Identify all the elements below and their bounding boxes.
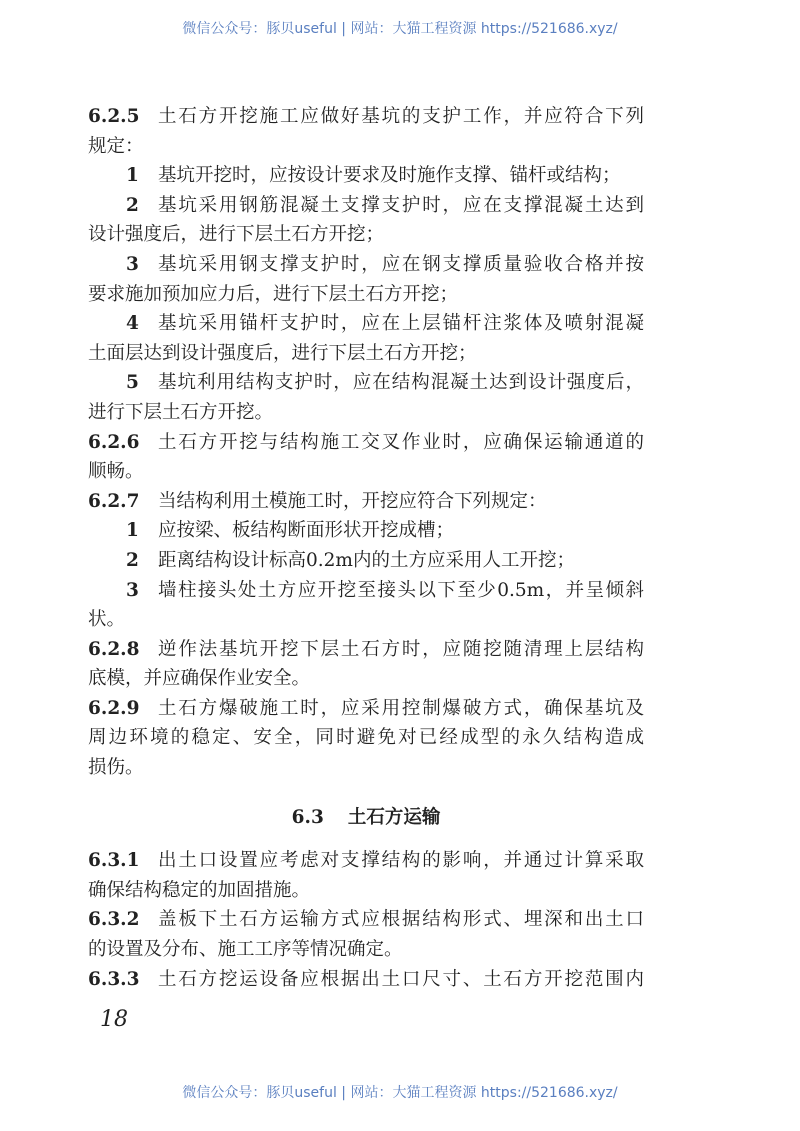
clause xyxy=(88,694,644,783)
clause xyxy=(88,635,644,694)
text-line: 要求施加预加应力后，进行下层土石方开挖； xyxy=(88,283,459,305)
text-line: 损伤。 xyxy=(88,757,144,779)
text-line xyxy=(88,694,644,724)
clause-number: 6.2.8 xyxy=(88,638,140,660)
page-number: 18 xyxy=(100,1007,128,1032)
line-text: 基坑采用钢支撑支护时，应在钢支撑质量验收合格并按 xyxy=(158,253,644,275)
line-text: 基坑开挖时，应按设计要求及时施作支撑、锚杆或结构； xyxy=(158,165,621,187)
line-text: 土石方开挖施工应做好基坑的支护工作，并应符合下列 xyxy=(158,106,644,127)
document-body xyxy=(88,102,644,994)
list-item xyxy=(88,546,644,576)
text-line xyxy=(88,428,644,458)
list-item xyxy=(88,516,644,546)
text-line xyxy=(88,846,644,876)
clause xyxy=(88,428,644,487)
text-line xyxy=(88,309,644,339)
clause-number: 6.2.5 xyxy=(88,106,140,127)
text-line xyxy=(88,516,644,546)
line-text: 土石方挖运设备应根据出土口尺寸、土石方开挖范围内 xyxy=(158,968,644,990)
line-text: 基坑采用钢筋混凝土支撑支护时，应在支撑混凝土达到 xyxy=(158,194,644,216)
text-line: 底模，并应确保作业安全。 xyxy=(88,668,311,690)
text-line: 确保结构稳定的加固措施。 xyxy=(88,879,311,901)
text-line: 规定： xyxy=(88,135,144,157)
text-line xyxy=(88,191,644,221)
text-line xyxy=(88,905,644,935)
clause-number: 6.2.9 xyxy=(88,697,140,719)
text-line xyxy=(88,161,644,191)
text-line xyxy=(88,102,644,132)
clause xyxy=(88,846,644,905)
watermark-header: 微信公众号：豚贝useful | 网站：大猫工程资源 https://521686.xyz/ xyxy=(182,21,618,37)
section-title: 土石方运输 xyxy=(347,806,441,828)
text-line xyxy=(88,250,644,280)
text-line: 土面层达到设计强度后，进行下层土石方开挖； xyxy=(88,342,477,364)
section-number: 6.3 xyxy=(291,806,324,828)
text-line: 状。 xyxy=(88,609,126,631)
watermark-footer: 微信公众号：豚贝useful | 网站：大猫工程资源 https://521686.xyz/ xyxy=(182,1085,618,1101)
text-line xyxy=(88,546,644,576)
clause xyxy=(88,487,644,517)
item-number: 3 xyxy=(126,253,139,275)
list-item xyxy=(88,309,644,368)
text-line: 周边环境的稳定、安全，同时避免对已经成型的永久结构造成 xyxy=(88,727,644,749)
section-heading xyxy=(88,803,644,833)
item-number: 2 xyxy=(126,549,139,571)
list-item xyxy=(88,368,644,427)
line-text: 墙柱接头处土方应开挖至接头以下至少0.5m，并呈倾斜 xyxy=(158,579,644,601)
list-item xyxy=(88,191,644,250)
list-item xyxy=(88,250,644,309)
line-text: 盖板下土石方运输方式应根据结构形式、埋深和出土口 xyxy=(158,909,644,931)
clause-number: 6.2.6 xyxy=(88,431,140,453)
text-line: 设计强度后，进行下层土石方开挖； xyxy=(88,224,385,246)
list-item xyxy=(88,576,644,635)
line-text: 逆作法基坑开挖下层土石方时，应随挖随清理上层结构 xyxy=(158,638,644,660)
clause-number: 6.3.3 xyxy=(88,968,140,990)
item-number: 2 xyxy=(126,194,139,216)
clause-number: 6.3.1 xyxy=(88,850,140,872)
text-line xyxy=(88,965,644,995)
clause-number: 6.3.2 xyxy=(88,909,140,931)
item-number: 1 xyxy=(126,165,139,187)
line-text: 基坑采用锚杆支护时，应在上层锚杆注浆体及喷射混凝 xyxy=(158,313,644,335)
list-item xyxy=(88,161,644,191)
line-text: 基坑利用结构支护时，应在结构混凝土达到设计强度后， xyxy=(158,372,644,394)
line-text: 应按梁、板结构断面形状开挖成槽； xyxy=(158,520,455,542)
clause-number: 6.2.7 xyxy=(88,490,140,512)
item-number: 1 xyxy=(126,520,139,542)
text-line xyxy=(88,487,644,517)
line-text: 距离结构设计标高0.2m内的土方应采用人工开挖； xyxy=(158,549,575,571)
clause xyxy=(88,102,644,161)
text-line xyxy=(88,576,644,606)
text-line xyxy=(88,368,644,398)
text-line: 进行下层土石方开挖。 xyxy=(88,401,274,423)
item-number: 3 xyxy=(126,579,139,601)
line-text: 出土口设置应考虑对支撑结构的影响，并通过计算采取 xyxy=(158,850,644,872)
text-line: 顺畅。 xyxy=(88,461,144,483)
text-line xyxy=(88,635,644,665)
line-text: 土石方开挖与结构施工交叉作业时，应确保运输通道的 xyxy=(158,431,644,453)
clause xyxy=(88,905,644,964)
clause xyxy=(88,965,644,995)
line-text: 当结构利用土模施工时，开挖应符合下列规定： xyxy=(158,490,547,512)
line-text: 土石方爆破施工时，应采用控制爆破方式，确保基坑及 xyxy=(158,697,644,719)
text-line: 的设置及分布、施工工序等情况确定。 xyxy=(88,939,403,961)
item-number: 4 xyxy=(126,313,139,335)
item-number: 5 xyxy=(126,372,139,394)
